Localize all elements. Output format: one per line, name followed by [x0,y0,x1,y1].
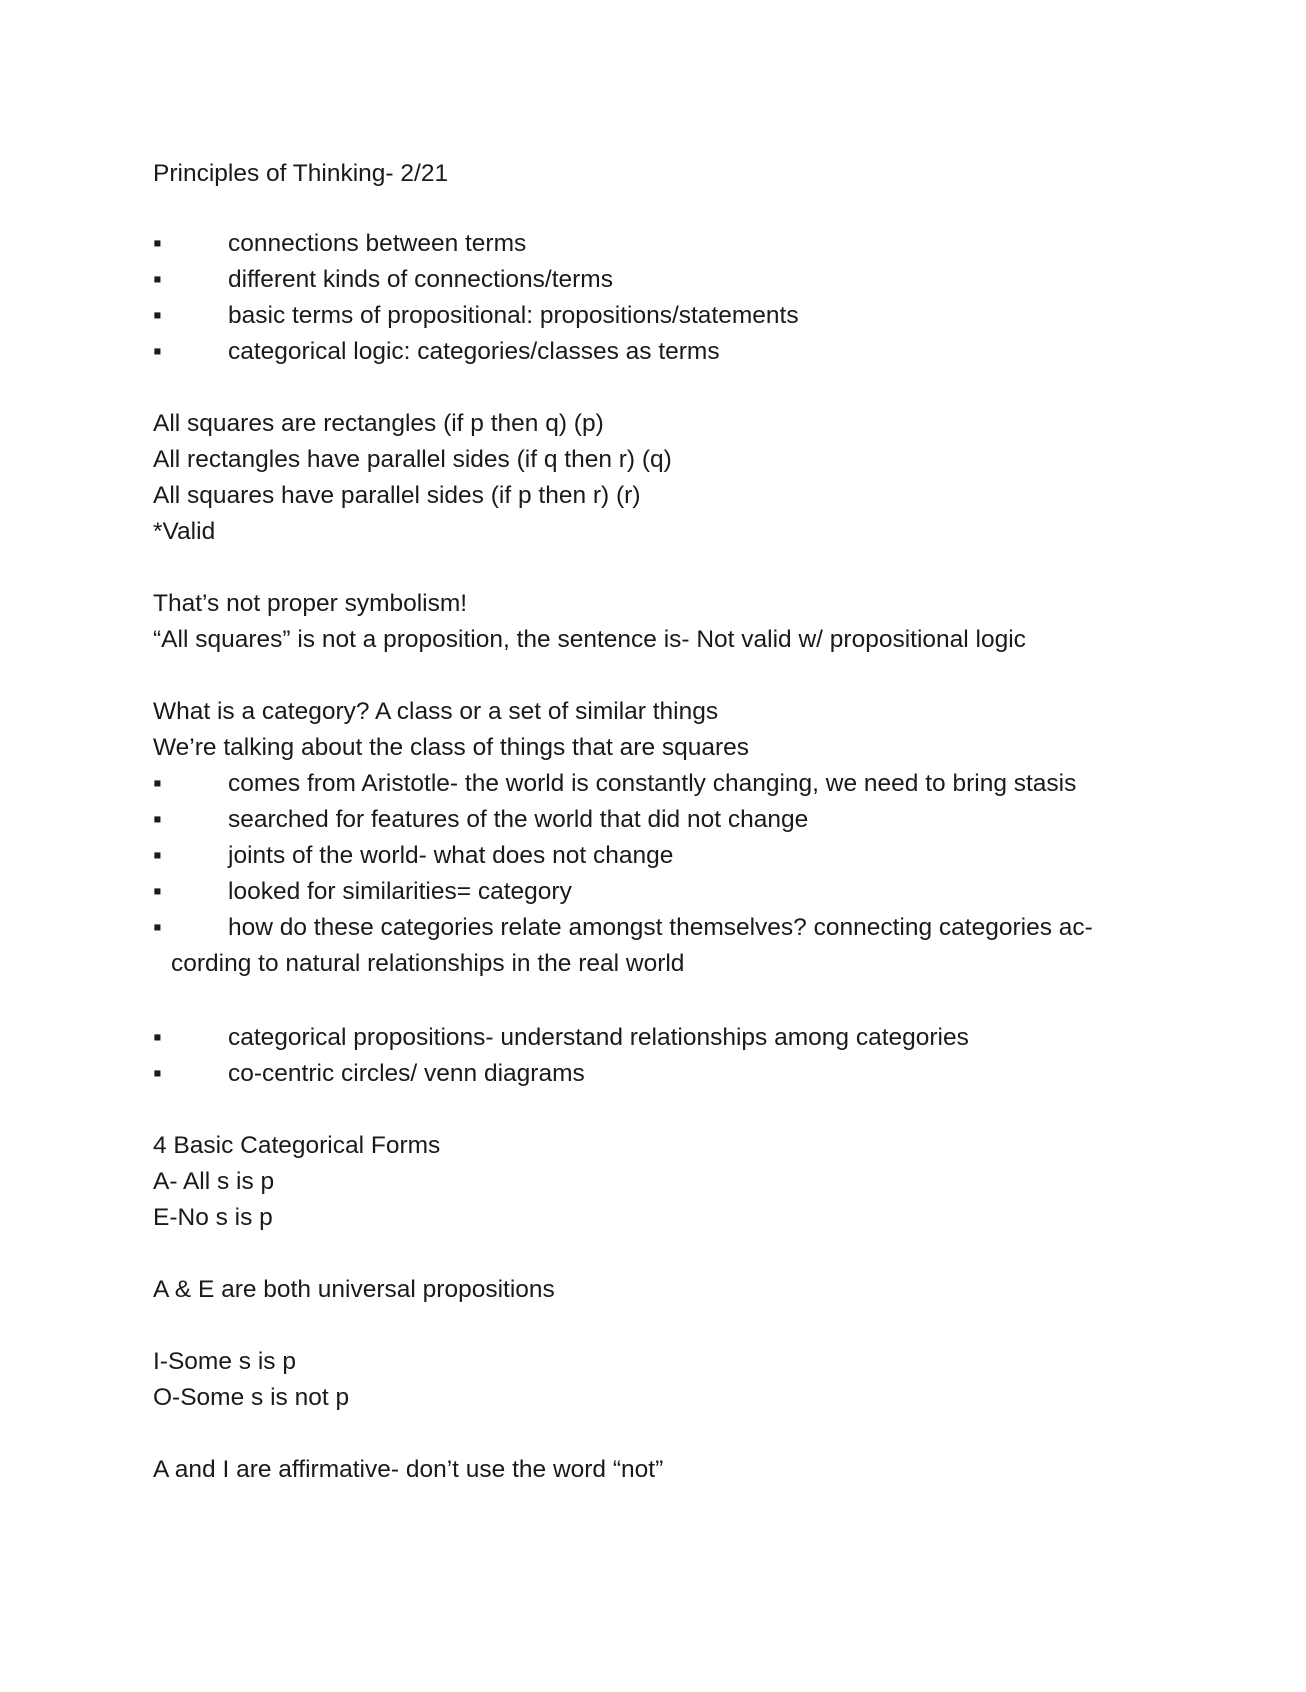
argument-block [153,406,1153,550]
list-item: ▪ co-centric circles/ venn diagrams [153,1056,1153,1092]
bullet-icon: ▪ [153,1024,162,1051]
list-item: ▪ different kinds of connections/terms [153,262,1153,298]
symbolism-block [153,586,1153,658]
bullet-icon: ▪ [153,302,162,329]
argument-verdict: *Valid [153,518,216,545]
bullet-icon: ▪ [153,338,162,365]
notes-body [153,156,1153,1488]
list-item: ▪ basic terms of propositional: propositions/statements [153,298,1153,334]
bullet-icon: ▪ [153,806,162,833]
bullet-icon: ▪ [153,1060,162,1087]
list-item: ▪ categorical logic: categories/classes as terms [153,334,1153,370]
argument-premise-2: All rectangles have parallel sides (if q then r) (q) [153,446,672,473]
bullet-icon: ▪ [153,878,162,905]
form-o: O-Some s is not p [153,1384,350,1411]
forms-block [153,1128,1153,1488]
proposition-bullet-list [153,1020,1153,1092]
list-item: ▪ how do these categories relate amongst themselves? connecting categories ac- cording to natural relationships in the real world [153,910,1153,982]
affirmative-note: A and I are affirmative- don’t use the word “not” [153,1456,664,1483]
form-a: A- All s is p [153,1168,275,1195]
list-item: ▪ categorical propositions- understand relationships among categories [153,1020,1153,1056]
list-item: ▪ joints of the world- what does not change [153,838,1153,874]
category-bullet-list [153,766,1153,982]
argument-premise-1: All squares are rectangles (if p then q) (p) [153,410,604,437]
symbolism-explanation: “All squares” is not a proposition, the sentence is- Not valid w/ propositional logic [153,626,1026,653]
category-block [153,694,1153,982]
list-item: ▪ searched for features of the world that did not change [153,802,1153,838]
list-item: ▪ comes from Aristotle- the world is constantly changing, we need to bring stasis [153,766,1153,802]
bullet-icon: ▪ [153,230,162,257]
universal-note: A & E are both universal propositions [153,1276,555,1303]
forms-heading: 4 Basic Categorical Forms [153,1132,441,1159]
category-question: What is a category? A class or a set of similar things [153,698,719,725]
symbolism-note: That’s not proper symbolism! [153,590,468,617]
list-item: ▪ connections between terms [153,226,1153,262]
list-item: ▪ looked for similarities= category [153,874,1153,910]
page-title: Principles of Thinking- 2/21 [153,160,449,187]
intro-bullet-list [153,226,1153,370]
category-talking: We’re talking about the class of things that are squares [153,734,750,761]
bullet-icon: ▪ [153,842,162,869]
argument-conclusion: All squares have parallel sides (if p then r) (r) [153,482,641,509]
form-i: I-Some s is p [153,1348,296,1375]
bullet-icon: ▪ [153,770,162,797]
bullet-icon: ▪ [153,914,162,941]
bullet-icon: ▪ [153,266,162,293]
form-e: E-No s is p [153,1204,273,1231]
